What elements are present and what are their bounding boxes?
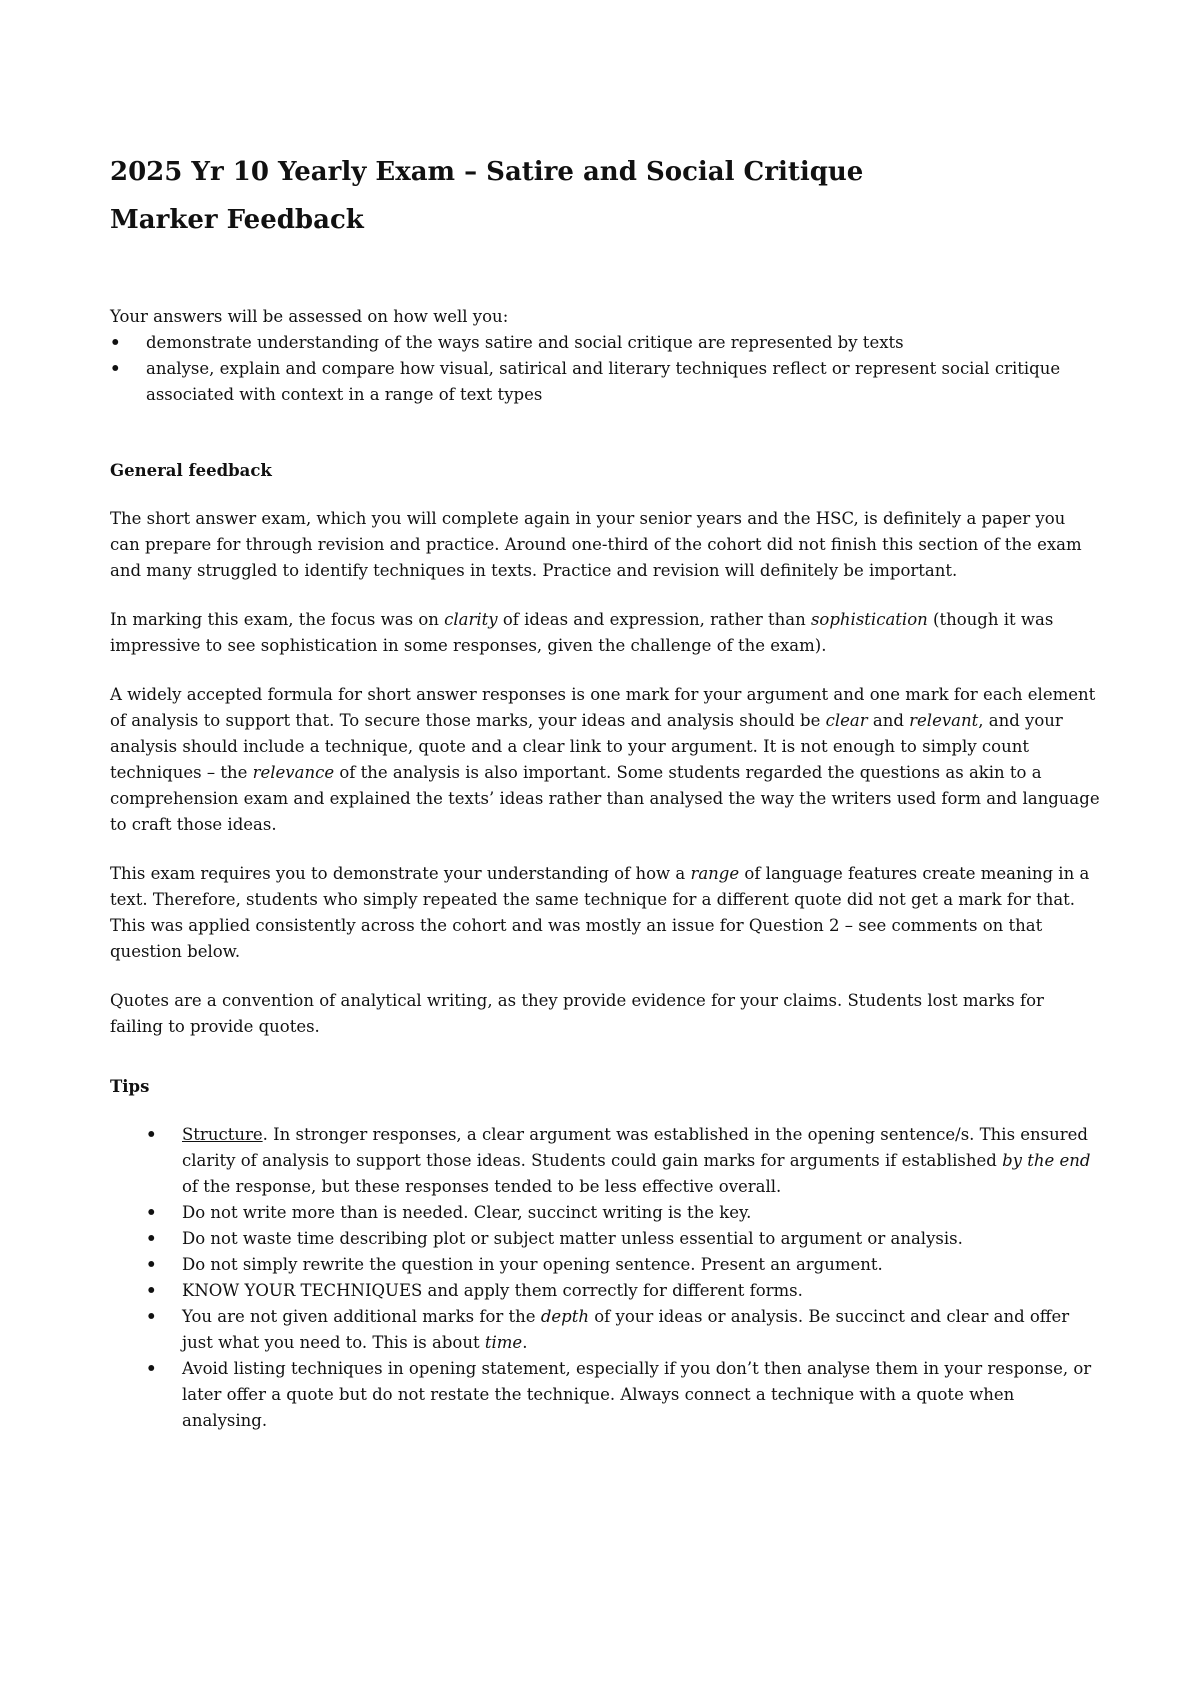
tip-item: • Do not waste time describing plot or subject matter unless essential to argument or analysis.: [146, 1226, 1100, 1252]
outcome-item: • demonstrate understanding of the ways satire and social critique are represented by texts: [110, 330, 1100, 356]
general-feedback-heading: General feedback: [110, 461, 272, 480]
general-paragraph-3: A widely accepted formula for short answer responses is one mark for your argument and one mark for each element of analysis to support that. To secure those marks, your ideas and analysis should be clear and relevant, and your analysis should include a technique, quote and a clear link to your argument. It is not enough to simply count techniques – the relevance of the analysis is also important. Some students regarded the questions as akin to a comprehension exam and explained the texts’ ideas rather than analysed the way the writers used form and language to craft those ideas.: [110, 685, 1100, 834]
tip-item: • Do not simply rewrite the question in your opening sentence. Present an argument.: [146, 1252, 1100, 1278]
outcomes-list: [110, 330, 1100, 408]
tip-item: • Do not write more than is needed. Clear, succinct writing is the key.: [146, 1200, 1100, 1226]
tip-depth: • You are not given additional marks for the depth of your ideas or analysis. Be succinct and clear and offer just what you need to. This is about time.: [146, 1304, 1100, 1356]
general-paragraph-4: This exam requires you to demonstrate your understanding of how a range of language features create meaning in a text. Therefore, students who simply repeated the same technique for a different quote did not get a mark for that. This was applied consistently across the cohort and was mostly an issue for Question 2 – see comments on that question below.: [110, 864, 1090, 961]
tips-heading: Tips: [110, 1077, 150, 1096]
emphasis-relevant: relevant: [909, 711, 979, 730]
document-title: 2025 Yr 10 Yearly Exam – Satire and Social Critique: [110, 157, 864, 187]
emphasis-clear: clear: [825, 711, 868, 730]
tip-structure: • Structure. In stronger responses, a clear argument was established in the opening sentence/s. This ensured clarity of analysis to support those ideas. Students could gain marks for arguments if established by the end of the response, but these responses tended to be less effective overall.: [146, 1122, 1100, 1200]
tips-list: [110, 1122, 1100, 1434]
emphasis-relevance: relevance: [252, 763, 335, 782]
assessment-criteria: [110, 304, 1100, 408]
assessment-intro: Your answers will be assessed on how well you:: [110, 307, 509, 326]
emphasis-clarity: clarity: [444, 610, 498, 629]
tip-item: • KNOW YOUR TECHNIQUES and apply them correctly for different forms.: [146, 1278, 1100, 1304]
outcome-item: • analyse, explain and compare how visual, satirical and literary techniques reflect or represent social critique associated with context in a range of text types: [110, 356, 1100, 408]
general-paragraph-5: Quotes are a convention of analytical writing, as they provide evidence for your claims. Students lost marks for failing to provide quotes.: [110, 991, 1044, 1036]
structure-underline: Structure: [182, 1125, 263, 1144]
general-paragraph-2: In marking this exam, the focus was on clarity of ideas and expression, rather than sophistication (though it was impressive to see sophistication in some responses, given the challenge of the exam).: [110, 610, 1054, 655]
emphasis-sophistication: sophistication: [810, 610, 928, 629]
document-subtitle: Marker Feedback: [110, 205, 364, 235]
tip-item: • Avoid listing techniques in opening statement, especially if you don’t then analyse them in your response, or later offer a quote but do not restate the technique. Always connect a technique with a quote when analysing.: [146, 1356, 1100, 1434]
emphasis-range: range: [690, 864, 740, 883]
general-paragraph-1: The short answer exam, which you will complete again in your senior years and the HSC, is definitely a paper you can prepare for through revision and practice. Around one-third of the cohort did not finish this section of the exam and many struggled to identify techniques in texts. Practice and revision will definitely be important.: [110, 509, 1082, 580]
document-content: [110, 148, 1100, 1434]
